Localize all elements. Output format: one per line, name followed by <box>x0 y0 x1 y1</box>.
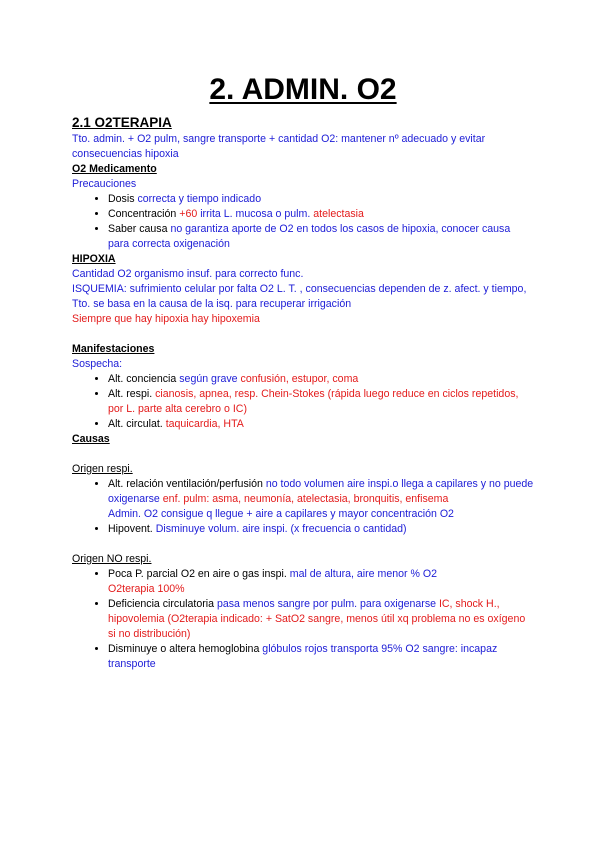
page-title: 2. ADMIN. O2 <box>209 73 397 106</box>
list-item: • Saber causa no garantiza aporte de O2 en todos los casos de hipoxia, conocer causa para correcta oxigenación <box>108 222 534 252</box>
o2terapia-intro: Tto. admin. + O2 pulm, sangre transporte + cantidad O2: mantener nº adecuado y evitar consecuencias hipoxia <box>72 133 486 160</box>
spacer <box>72 537 534 552</box>
document-content <box>72 72 534 672</box>
list-item: • Dosis correcta y tiempo indicado <box>108 192 534 207</box>
origen-respi-list <box>72 477 534 537</box>
list-item: • Deficiencia circulatoria pasa menos sangre por pulm. para oxigenarse IC, shock H., hipovolemia (O2terapia indicado: + SatO2 sangre, menos útil xq problema no es oxígeno si no distribución) <box>108 597 534 642</box>
hipoxia-note: Siempre que hay hipoxia hay hipoxemia <box>72 313 260 325</box>
spacer <box>72 447 534 462</box>
causas-heading: Causas <box>72 433 110 445</box>
spacer <box>72 327 534 342</box>
list-item: • Alt. relación ventilación/perfusión no todo volumen aire inspi.o llega a capilares y no puede oxigenarse enf. pulm: asma, neumonía, atelectasia, bronquitis, enfisema Admin. O2 consigue q llegue + aire a capilares y mayor concentración O2 <box>108 477 534 522</box>
list-item: • Alt. respi. cianosis, apnea, resp. Chein-Stokes (rápida luego reduce en ciclos repetidos, por L. parte alta cerebro o IC) <box>108 387 534 417</box>
list-item: • Alt. conciencia según grave confusión, estupor, coma <box>108 372 534 387</box>
hipoxia-heading: HIPOXIA <box>72 253 116 265</box>
manifestaciones-list <box>72 372 534 432</box>
manifestaciones-heading: Manifestaciones <box>72 343 155 355</box>
origen-no-respi-list <box>72 567 534 672</box>
list-item: • Poca P. parcial O2 en aire o gas inspi. mal de altura, aire menor % O2 O2terapia 100% <box>108 567 534 597</box>
sospecha-label: Sospecha: <box>72 358 123 370</box>
precauciones-label: Precauciones <box>72 178 137 190</box>
list-item: • Concentración +60 irrita L. mucosa o pulm. atelectasia <box>108 207 534 222</box>
list-item: • Hipovent. Disminuye volum. aire inspi. (x frecuencia o cantidad) <box>108 522 534 537</box>
precauciones-list <box>72 192 534 252</box>
hipoxia-definition: Cantidad O2 organismo insuf. para correcto func. <box>72 268 304 280</box>
isquemia-definition: ISQUEMIA: sufrimiento celular por falta O2 L. T. , consecuencias dependen de z. afect. y tiempo, Tto. se basa en la causa de la isq. para recuperar irrigación <box>72 283 527 310</box>
origen-respi-label: Origen respi. <box>72 463 133 475</box>
section-heading-o2terapia: 2.1 O2TERAPIA <box>72 115 172 130</box>
o2-medicamento-heading: O2 Medicamento <box>72 163 157 175</box>
origen-no-respi-label: Origen NO respi. <box>72 553 152 565</box>
list-item: • Alt. circulat. taquicardia, HTA <box>108 417 534 432</box>
list-item: • Disminuye o altera hemoglobina glóbulos rojos transporta 95% O2 sangre: incapaz transporte <box>108 642 534 672</box>
